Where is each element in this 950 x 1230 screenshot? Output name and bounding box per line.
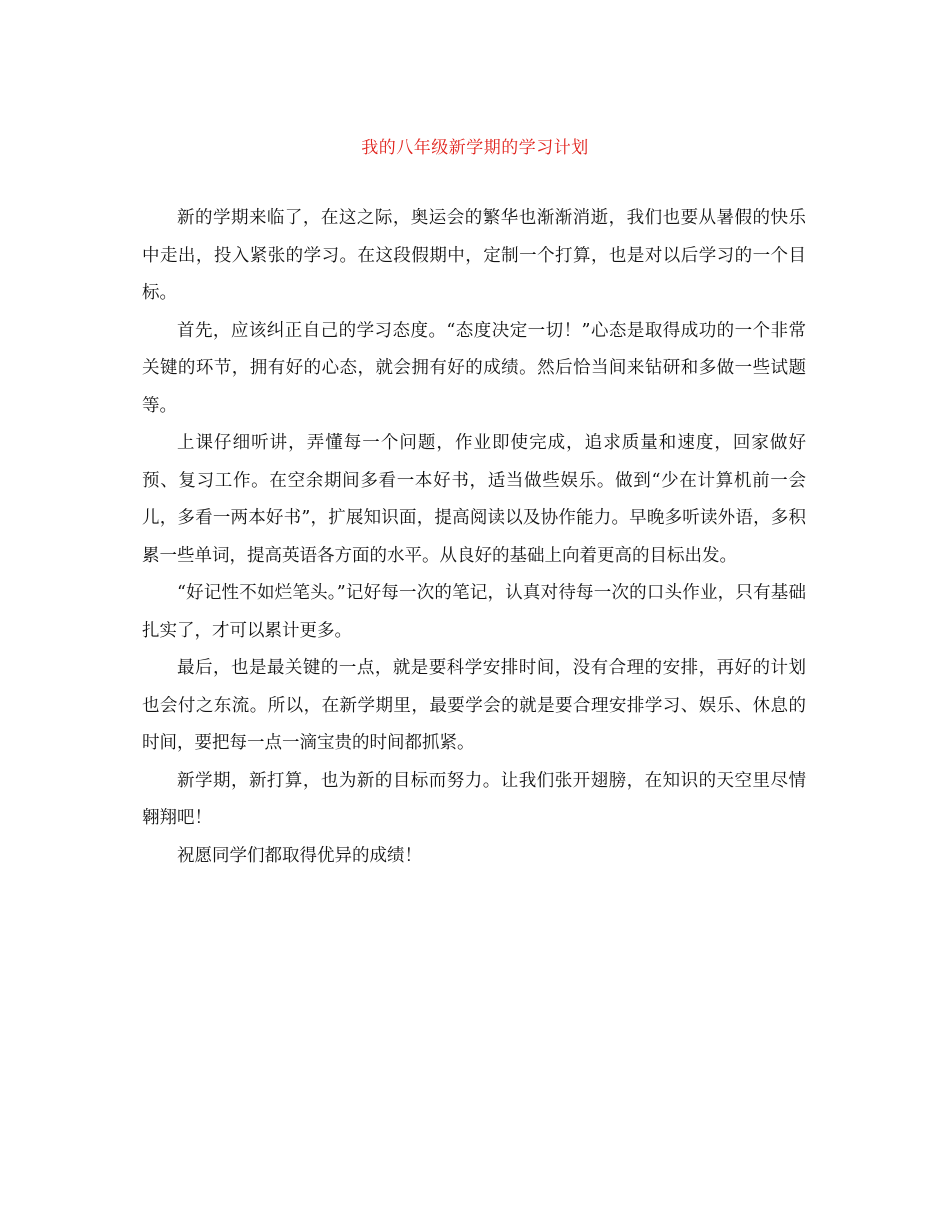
paragraph-7: 祝愿同学们都取得优异的成绩！ (177, 845, 422, 866)
paragraph-5: 最后，也是最关键的一点，就是要科学安排时间，没有合理的安排，再好的计划也会付之东流。所以，在新学期里，最要学会的就是要合理安排学习、娱乐、休息的时间，要把每一点一滴宝贵的时间都抓紧。 (142, 658, 806, 753)
document-body (142, 200, 806, 875)
paragraph-6: 新学期，新打算，也为新的目标而努力。让我们张开翅膀，在知识的天空里尽情翱翔吧！ (142, 770, 806, 828)
paragraph-1: 新的学期来临了，在这之际，奥运会的繁华也渐渐消逝，我们也要从暑假的快乐中走出，投入紧张的学习。在这段假期中，定制一个打算，也是对以后学习的一个目标。 (142, 208, 806, 303)
paragraph-2: 首先，应该纠正自己的学习态度。“态度决定一切！”心态是取得成功的一个非常关键的环节，拥有好的心态，就会拥有好的成绩。然后恰当间来钻研和多做一些试题等。 (142, 320, 806, 416)
paragraph-3: 上课仔细听讲，弄懂每一个问题，作业即使完成，追求质量和速度，回家做好预、复习工作。在空余期间多看一本好书，适当做些娱乐。做到“少在计算机前一会儿，多看一两本好书”，扩展知识面，提高阅读以及协作能力。早晚多听读外语，多积累一些单词，提高英语各方面的水平。从良好的基础上向着更高的目标出发。 (142, 433, 806, 566)
paragraph-4: “好记性不如烂笔头。”记好每一次的笔记，认真对待每一次的口头作业，只有基础扎实了，才可以累计更多。 (142, 583, 806, 641)
document-title: 我的八年级新学期的学习计划 (361, 138, 589, 158)
